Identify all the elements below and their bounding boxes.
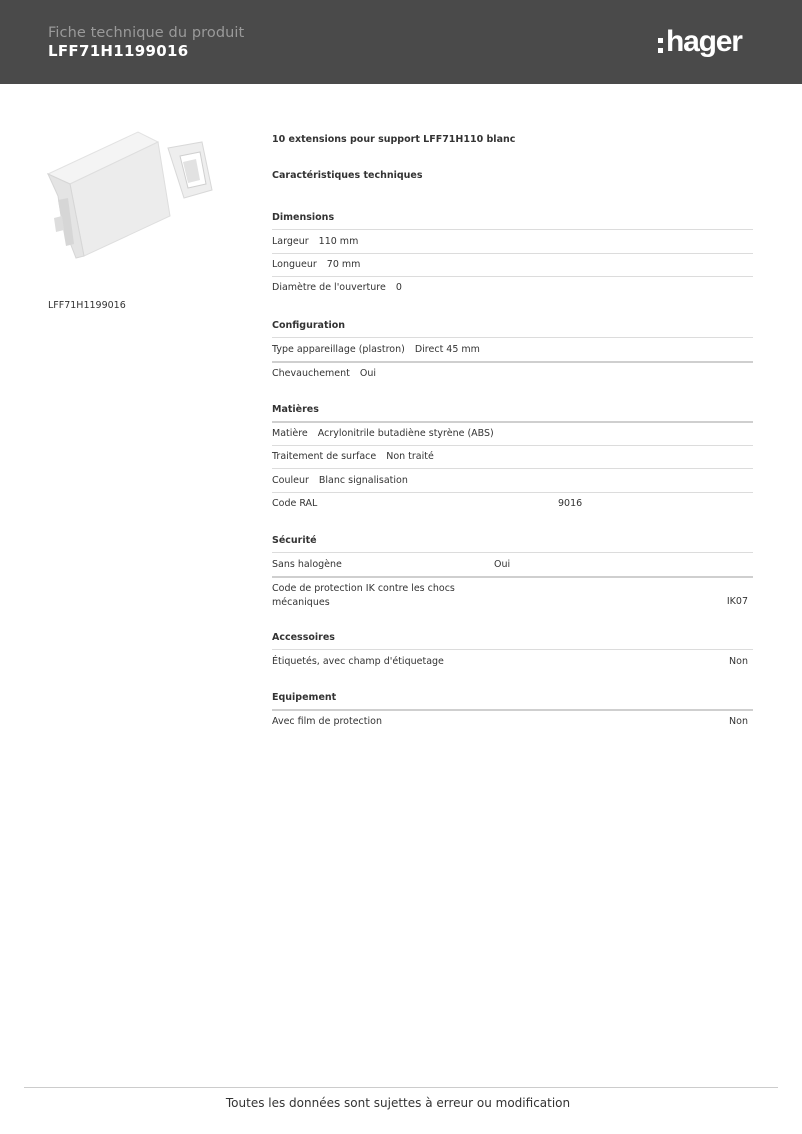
- spec-row: [272, 492, 753, 516]
- spec-row: [272, 445, 753, 469]
- section-title: Sécurité: [272, 535, 317, 546]
- spec-row: [272, 709, 753, 733]
- header-subtitle: Fiche technique du produit: [48, 25, 245, 41]
- section-title: Dimensions: [272, 212, 335, 223]
- spec-value: Non traité: [386, 451, 434, 463]
- spec-label: Traitement de surface: [272, 451, 377, 463]
- product-image-panel: [40, 118, 230, 311]
- product-image-icon: [40, 118, 220, 268]
- product-reference: LFF71H1199016: [48, 300, 126, 311]
- spec-value: 0: [395, 281, 402, 293]
- spec-value: 70 mm: [326, 259, 361, 271]
- section-matieres: [272, 403, 753, 515]
- characteristics-heading: Caractéristiques techniques: [272, 170, 423, 181]
- section-equipement: [272, 691, 753, 733]
- spec-value: 9016: [558, 498, 583, 510]
- spec-label: Largeur: [272, 235, 309, 247]
- spec-value: Blanc signalisation: [318, 474, 408, 486]
- footer-divider: [24, 1087, 778, 1088]
- spec-label: Diamètre de l'ouverture: [272, 281, 386, 293]
- spec-label: Sans halogène: [272, 558, 342, 570]
- spec-value: Oui: [494, 558, 511, 570]
- spec-label: Avec film de protection: [272, 716, 382, 728]
- logo-colon-icon: [658, 38, 663, 53]
- spec-row: [272, 468, 753, 492]
- section-title: Matières: [272, 404, 319, 415]
- product-title: 10 extensions pour support LFF71H110 blanc: [272, 134, 516, 145]
- spec-row: [272, 649, 753, 673]
- spec-label: Matière: [272, 428, 308, 440]
- spec-value: Acrylonitrile butadiène styrène (ABS): [317, 428, 494, 440]
- section-securite: [272, 534, 753, 616]
- spec-label: Étiquetés, avec champ d'étiquetage: [272, 655, 444, 667]
- section-title: Configuration: [272, 320, 346, 331]
- spec-label: Couleur: [272, 474, 309, 486]
- header-product-code: LFF71H1199016: [48, 42, 189, 60]
- spec-row: [272, 337, 753, 361]
- section-title: Accessoires: [272, 632, 335, 643]
- spec-value: Direct 45 mm: [414, 343, 480, 355]
- spec-row: [272, 552, 753, 576]
- section-title: Equipement: [272, 692, 337, 703]
- spec-label: Code de protection IK contre les chocs mécaniques: [272, 582, 455, 608]
- spec-value: Oui: [359, 367, 377, 379]
- spec-row: [272, 361, 753, 385]
- footer-disclaimer: Toutes les données sont sujettes à erreur ou modification: [225, 1096, 571, 1110]
- spec-label: Longueur: [272, 259, 317, 271]
- spec-label: Chevauchement: [272, 367, 350, 379]
- spec-label: Type appareillage (plastron): [272, 343, 405, 355]
- spec-row: [272, 229, 753, 253]
- page-header: [0, 0, 802, 84]
- logo-wordmark: hager: [666, 25, 742, 58]
- section-accessoires: [272, 631, 753, 673]
- spec-value: 110 mm: [318, 235, 359, 247]
- section-configuration: [272, 319, 753, 384]
- hager-logo: [658, 24, 742, 60]
- spec-label: Code RAL: [272, 498, 318, 510]
- spec-row: [272, 253, 753, 277]
- spec-value: IK07: [726, 595, 748, 607]
- spec-value: Non: [729, 716, 748, 728]
- section-dimensions: [272, 211, 753, 297]
- spec-row: [272, 421, 753, 445]
- spec-row: [272, 276, 753, 297]
- spec-value: Non: [729, 655, 748, 667]
- spec-row: [272, 576, 753, 616]
